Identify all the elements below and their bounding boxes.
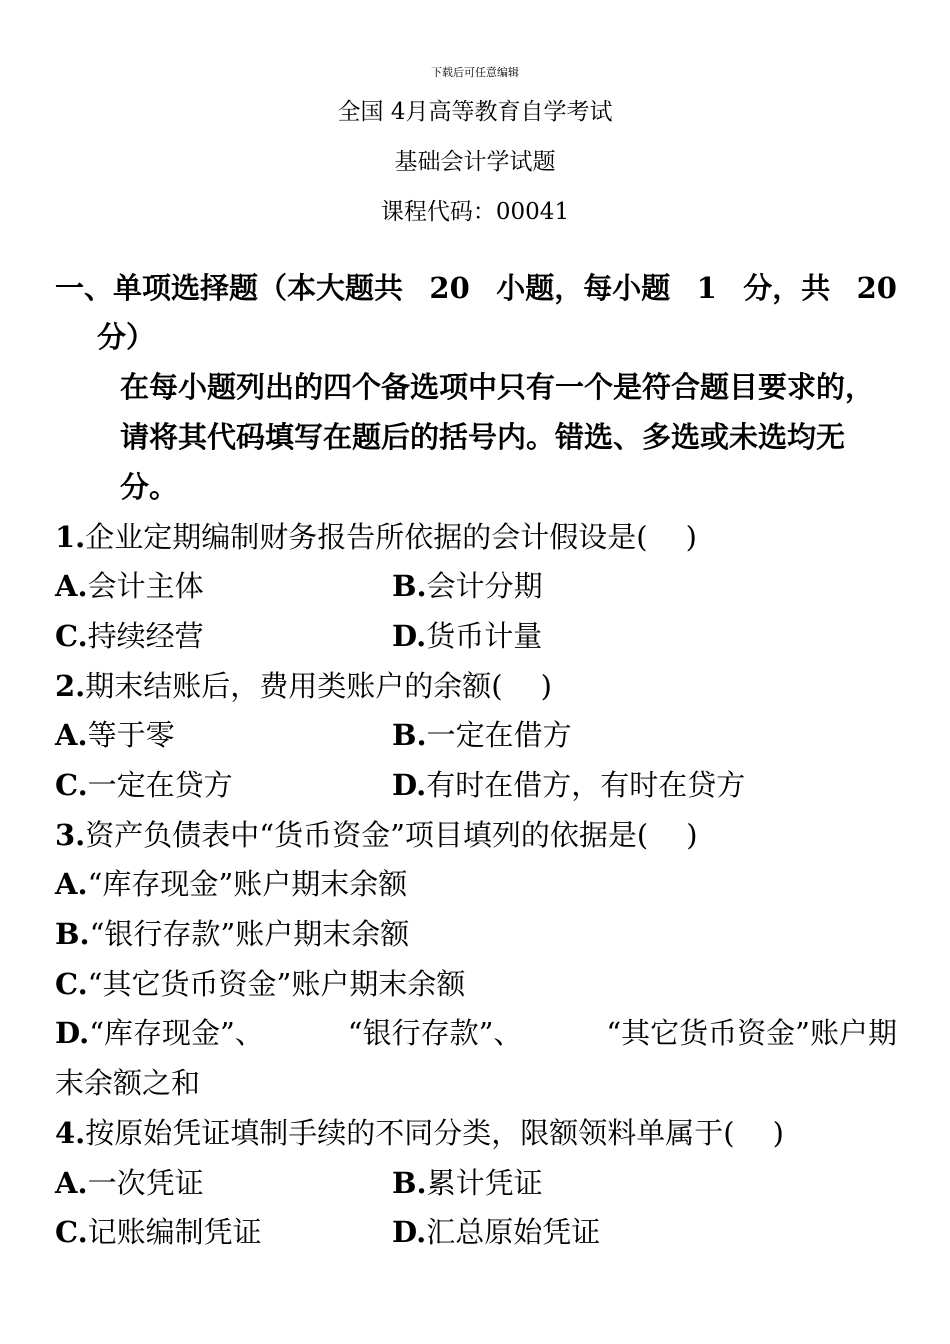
option-letter: B. [392,718,427,752]
question-number: 3. [55,818,86,852]
header-note: 下载后可任意编辑 [431,66,519,79]
subject-title: 基础会计学试题 [394,149,556,175]
option-letter: B. [55,917,90,951]
option-letter: D. [392,768,427,802]
option-a [55,715,175,755]
question-close: ) [540,669,552,703]
question-stem: 按原始凭证填制手续的不同分类，限额领料单属于( [85,1116,735,1150]
section-instruction: 在每小题列出的四个备选项中只有一个是符合题目要求的，请将其代码填写在题后的括号内。错选、多选或未选均无分。 [120,370,875,504]
option-text: 汇总原始凭证 [426,1215,601,1249]
option-b [392,715,572,755]
exam-title: 全国 4月高等教育自学考试 [337,99,613,125]
question-stem: 资产负债表中“货币资金”项目填列的依据是( [85,818,649,852]
option-d [392,1212,600,1252]
option-letter: D. [55,1016,90,1050]
option-c [55,964,465,1004]
section-heading-part: 分，共 [743,271,831,305]
option-text: 货币计量 [426,619,543,653]
option-a [55,566,204,606]
question-close: ) [772,1116,784,1150]
option-text: “库存现金”账户期末余额 [87,867,408,901]
option-text: 累计凭证 [426,1166,543,1200]
option-d [392,765,745,805]
option-text-part: “库存现金”、 [89,1016,264,1050]
question-stem: 企业定期编制财务报告所依据的会计假设是( [85,520,648,554]
option-text: 一定在贷方 [87,768,233,802]
question-number: 2. [55,669,86,703]
option-c [55,765,233,805]
option-letter: C. [55,1215,88,1249]
option-d [392,616,542,656]
question-1 [55,517,697,557]
option-c [55,1212,262,1252]
option-text: 会计主体 [87,569,204,603]
option-letter: D. [392,1215,427,1249]
option-a [55,1163,204,1203]
course-code: 课程代码：00041 [380,199,570,225]
option-text: 记账编制凭证 [87,1215,262,1249]
option-letter: A. [55,718,88,752]
option-a [55,864,407,904]
option-b [55,914,409,954]
option-letter: A. [55,569,88,603]
section-heading [55,264,897,312]
section-heading-part: 小题，每小题 [496,271,671,305]
option-letter: B. [392,569,427,603]
option-b [392,566,543,606]
question-4 [55,1113,784,1153]
option-letter: A. [55,1166,88,1200]
section-heading-part: 20 [429,271,470,305]
option-letter: B. [392,1166,427,1200]
question-stem: 期末结账后，费用类账户的余额( [85,669,503,703]
option-letter: C. [55,619,88,653]
section-heading-cont: 分） [97,320,156,354]
question-close: ) [685,520,697,554]
section-heading-part: 20 [856,271,897,305]
option-letter: A. [55,867,88,901]
option-text: 持续经营 [87,619,204,653]
question-number: 1. [55,520,86,554]
option-text: 一定在借方 [426,718,572,752]
option-d [55,1013,897,1053]
section-heading-part: 一、单项选择题（本大题共 [55,271,404,305]
option-letter: C. [55,967,88,1001]
option-text: 等于零 [87,718,175,752]
option-text-part: “银行存款”、 [347,1016,523,1050]
option-text: “银行存款”账户期末余额 [89,917,410,951]
option-text: 一次凭证 [87,1166,204,1200]
option-text: 会计分期 [426,569,543,603]
option-text: “其它货币资金”账户期末余额 [87,967,466,1001]
option-d-cont: 末余额之和 [55,1066,201,1100]
question-3 [55,815,698,855]
section-heading-part: 1 [696,271,717,305]
question-2 [55,666,552,706]
option-text: 有时在借方，有时在贷方 [426,768,746,802]
option-text-part: “其它货币资金”账户期 [606,1016,897,1050]
option-b [392,1163,543,1203]
option-letter: C. [55,768,88,802]
question-number: 4. [55,1116,86,1150]
option-letter: D. [392,619,427,653]
option-c [55,616,204,656]
question-close: ) [686,818,698,852]
